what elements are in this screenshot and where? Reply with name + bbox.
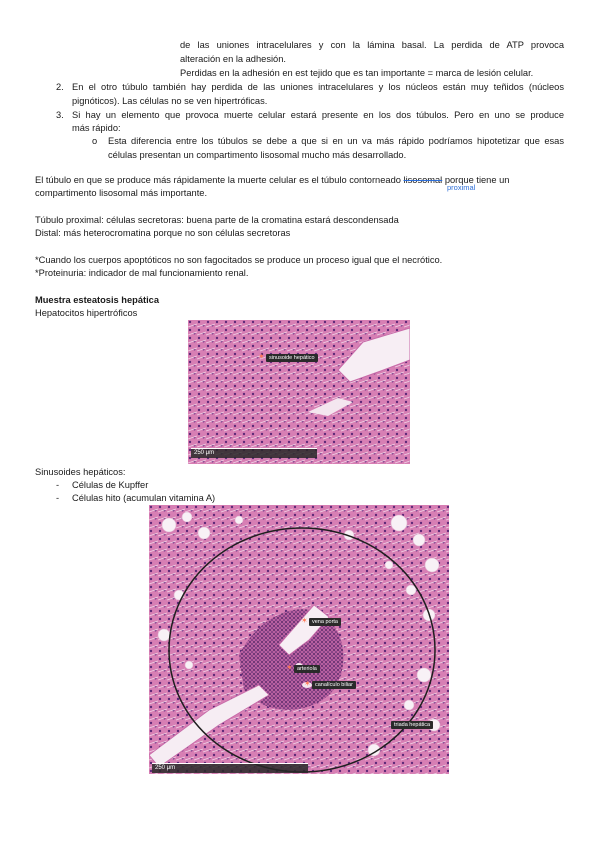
dash-1: - bbox=[56, 480, 60, 490]
item3-line-2: más rápido: bbox=[72, 123, 121, 133]
item3-line-1: Si hay un elemento que provoca muerte celular estará presente en los dos túbulos. Pero en uno se produce bbox=[72, 110, 564, 120]
micrograph-hepatocytes bbox=[188, 320, 410, 464]
sub-line-1: Esta diferencia entre los túbulos se debe a que si en un va más rápido podríamos hipotetizar que esas bbox=[108, 136, 564, 146]
pin-icon: ✶ bbox=[301, 616, 308, 625]
distal-line: Distal: más heterocromatina porque no son células secretoras bbox=[35, 228, 291, 238]
section-title: Muestra esteatosis hepática bbox=[35, 295, 160, 305]
section-subtitle: Hepatocitos hipertróficos bbox=[35, 308, 138, 318]
dash-2: - bbox=[56, 493, 60, 503]
scale-bar-1: 250 μm bbox=[191, 448, 317, 458]
label-vena-porta: vena porta bbox=[309, 618, 341, 626]
para1-pre: El túbulo en que se produce más rápidamente la muerte celular es el túbulo contorneado bbox=[35, 175, 404, 185]
pin-icon: ✶ bbox=[258, 352, 265, 361]
struck-word: lisosomal bbox=[403, 175, 443, 185]
micrograph-1-canvas bbox=[188, 320, 410, 464]
sinusoides-title: Sinusoides hepáticos: bbox=[35, 467, 126, 477]
para1-post: porque tiene un bbox=[442, 175, 510, 185]
top-line-2: alteración en la adhesión. bbox=[180, 54, 286, 64]
sub-bullet: o bbox=[92, 136, 98, 146]
para1-line-2: compartimento lisosomal más importante. bbox=[35, 188, 208, 198]
sub-line-2: células presentan un compartimento lisosomal mucho más desarrollado. bbox=[108, 150, 407, 160]
footnote-1: *Cuando los cuerpos apoptóticos no son fagocitados se produce un proceso igual que el necrótico. bbox=[35, 255, 443, 265]
micrograph-portal-triad bbox=[149, 505, 449, 774]
pin-icon: ✶ bbox=[286, 663, 293, 672]
label-canaliculo: canalículo biliar bbox=[312, 681, 356, 689]
micrograph-2-canvas bbox=[149, 505, 449, 774]
prox-line: Túbulo proximal: células secretoras: buena parte de la cromatina estará descondensada bbox=[35, 215, 399, 225]
label-sinusoide: sinusoide hepático bbox=[266, 354, 318, 362]
list-number-3: 3. bbox=[56, 110, 64, 120]
sinusoides-item-1: Células de Kupffer bbox=[72, 480, 149, 490]
correction-note: proximal bbox=[447, 183, 476, 192]
list-number-2: 2. bbox=[56, 82, 64, 92]
label-arteriola: arteriola bbox=[294, 665, 320, 673]
scale-bar-2: 250 μm bbox=[152, 763, 308, 773]
sinusoides-item-2: Células hito (acumulan vitamina A) bbox=[72, 493, 216, 503]
pin-icon: ✶ bbox=[304, 679, 311, 688]
para1-line-1 bbox=[35, 174, 509, 186]
footnote-2: *Proteinuria: indicador de mal funcionamiento renal. bbox=[35, 268, 249, 278]
item2-line-2: pignóticos). Las células no se ven hipertróficas. bbox=[72, 96, 268, 106]
top-line-1: de las uniones intracelulares y con la lámina basal. La perdida de ATP provoca bbox=[180, 40, 564, 50]
item2-line-1: En el otro túbulo también hay perdida de las uniones intracelulares y los núcleos están muy teñidos (núcleos bbox=[72, 82, 564, 92]
label-triada: triada hepática bbox=[391, 721, 433, 729]
top-line-3: Perdidas en la adhesión en est tejido que es tan importante = marca de lesión celular. bbox=[180, 68, 534, 78]
